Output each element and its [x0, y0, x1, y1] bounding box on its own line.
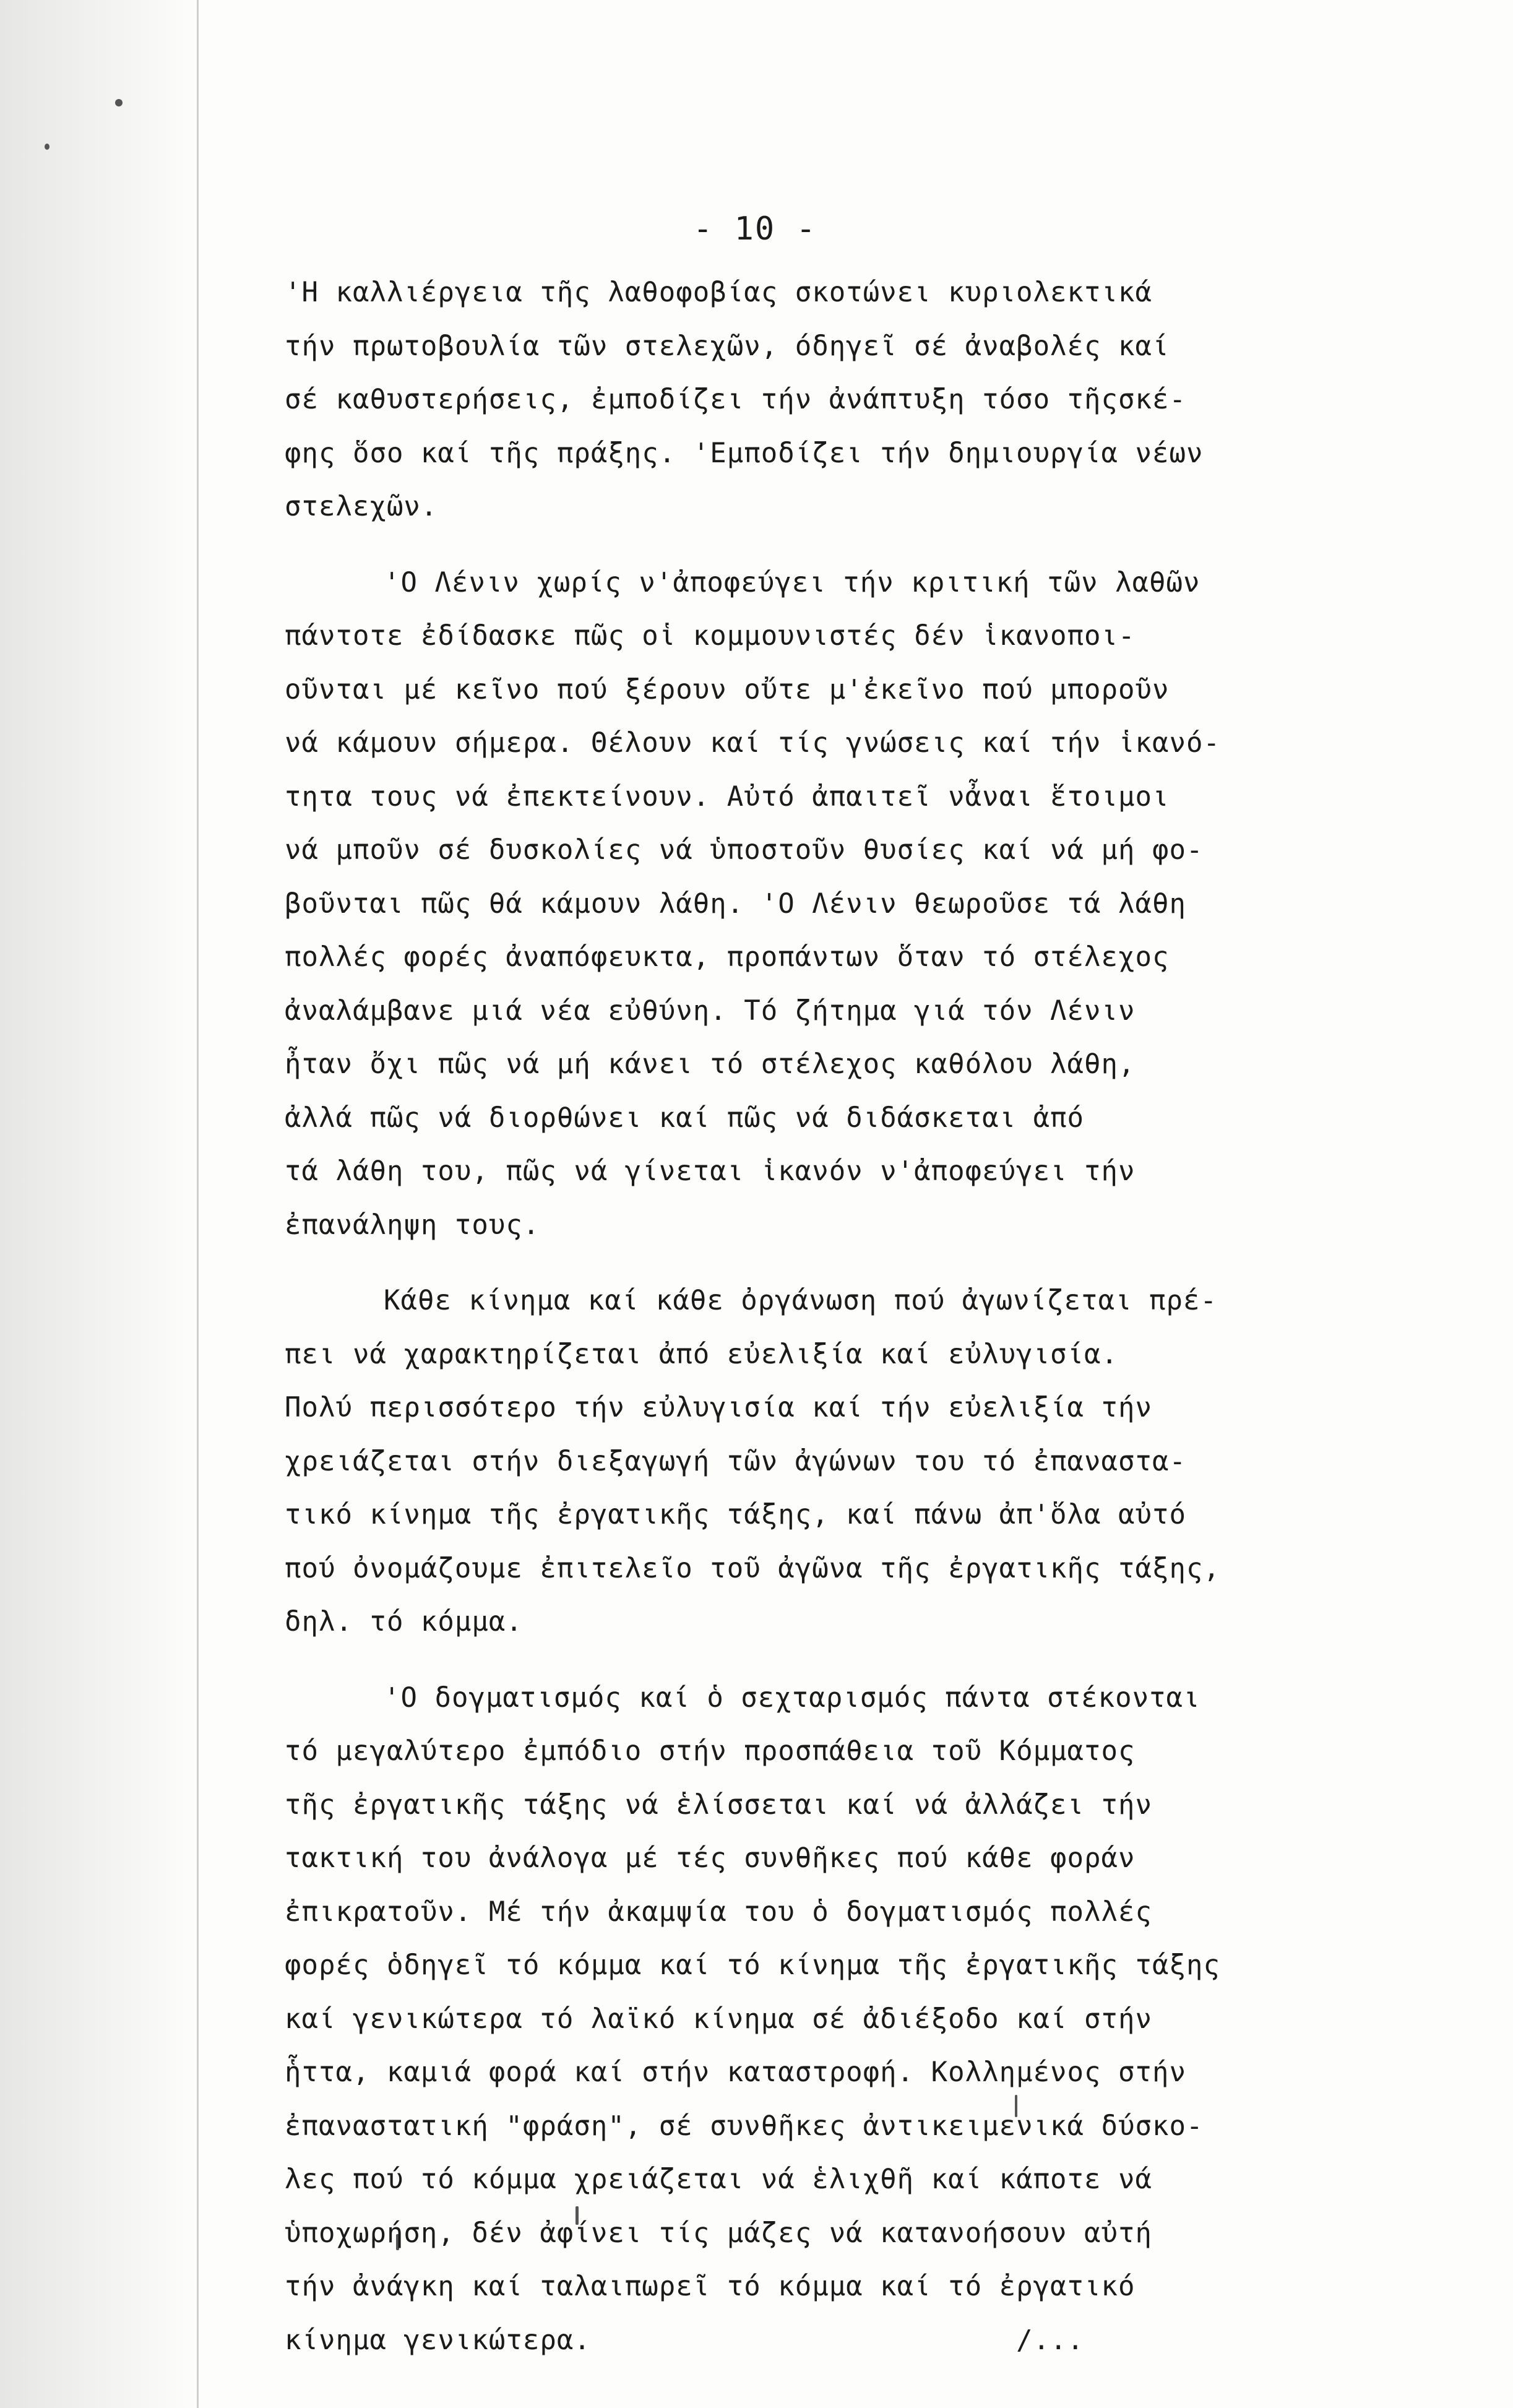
- body-text: [285, 266, 1349, 2367]
- text-line: καί γενικώτερα τό λαϊκό κίνημα σέ ἀδιέξοδο καί στήν: [285, 2003, 1153, 2035]
- text-line: ἧττα, καμιά φορά καί στήν καταστροφή. Κολλημένος στήν: [285, 2056, 1186, 2088]
- text-line: ἀλλά πῶς νά διορθώνει καί πῶς νά διδάσκεται ἀπό: [285, 1102, 1085, 1134]
- text-line: 'Ο Λένιν χωρίς ν'ἀποφεύγει τήν κριτική τῶν λαθῶν: [384, 566, 1200, 598]
- text-line: σέ καθυστερήσεις, ἐμποδίζει τήν ἀνάπτυξη τόσο τῆςσκέ-: [285, 384, 1186, 415]
- text-line: τήν ἀνάγκη καί ταλαιπωρεῖ τό κόμμα καί τό ἐργατικό: [285, 2271, 1136, 2302]
- text-line: τικό κίνημα τῆς ἐργατικῆς τάξης, καί πάνω ἀπ'ὅλα αὐτό: [285, 1499, 1186, 1530]
- text-line: 'Ο δογματισμός καί ὁ σεχταρισμός πάντα στέκονται: [384, 1681, 1200, 1714]
- text-line: τό μεγαλύτερο ἐμπόδιο στήν προσπάθεια τοῦ Κόμματος: [285, 1735, 1136, 1767]
- text-line: ἐπανάληψη τους.: [285, 1209, 540, 1241]
- text-line: πει νά χαρακτηρίζεται ἀπό εὐελιξία καί εὐλυγισία.: [285, 1338, 1119, 1370]
- text-line: πού ὀνομάζουμε ἐπιτελεῖο τοῦ ἀγῶνα τῆς ἐργατικῆς τάξης,: [285, 1552, 1220, 1584]
- text-line: Πολύ περισσότερο τήν εὐλυγισία καί τήν εὐελιξία τήν: [285, 1392, 1153, 1423]
- text-line: οῦνται μέ κεῖνο πού ξέρουν οὔτε μ'ἐκεῖνο πού μποροῦν: [285, 673, 1170, 706]
- text-line: πολλές φορές ἀναπόφευκτα, προπάντων ὅταν τό στέλεχος: [285, 941, 1170, 973]
- text-line: βοῦνται πῶς θά κάμουν λάθη. 'Ο Λένιν θεωροῦσε τά λάθη: [285, 887, 1186, 920]
- text-line: χρειάζεται στήν διεξαγωγή τῶν ἀγώνων του τό ἐπαναστα-: [285, 1445, 1186, 1477]
- text-line: ἦταν ὄχι πῶς νά μή κάνει τό στέλεχος καθόλου λάθη,: [285, 1048, 1136, 1080]
- text-line: φης ὅσο καί τῆς πράξης. 'Εμποδίζει τήν δημιουργία νέων: [285, 437, 1204, 469]
- text-line: ὑποχωρήση, δέν ἀφίνει τίς μάζες νά κατανοήσουν αὐτή: [285, 2217, 1153, 2249]
- text-line: φορές ὁδηγεῖ τό κόμμα καί τό κίνημα τῆς ἐργατικῆς τάξης: [285, 1949, 1220, 1981]
- text-line: στελεχῶν.: [285, 491, 438, 522]
- text-line: νά κάμουν σήμερα. Θέλουν καί τίς γνώσεις καί τήν ἱκανό-: [285, 727, 1220, 759]
- scan-speck: [45, 144, 50, 150]
- text-line: κίνημα γενικώτερα. /...: [285, 2324, 1085, 2356]
- scan-margin-shade: [0, 0, 198, 2408]
- paragraph-2: [285, 556, 1349, 1253]
- text-line: τακτική του ἀνάλογα μέ τές συνθῆκες πού κάθε φοράν: [285, 1842, 1136, 1874]
- text-line: τήν πρωτοβουλία τῶν στελεχῶν, όδηγεῖ σέ ἀναβολές καί: [285, 330, 1170, 362]
- text-line: λες πού τό κόμμα χρειάζεται νά ἑλιχθῆ καί κάποτε νά: [285, 2164, 1153, 2195]
- text-line: νά μποῦν σέ δυσκολίες νά ὑποστοῦν θυσίες καί νά μή φο-: [285, 834, 1204, 866]
- paragraph-3: [285, 1274, 1349, 1649]
- text-line: ἐπαναστατική "φράση", σέ συνθῆκες ἀντικειμενικά δύσκο-: [285, 2110, 1204, 2142]
- text-line: 'Η καλλιέργεια τῆς λαθοφοβίας σκοτώνει κυριολεκτικά: [285, 277, 1153, 308]
- scan-margin-rule: [197, 0, 199, 2408]
- text-line: τητα τους νά ἐπεκτείνουν. Αὐτό ἀπαιτεῖ νἆναι ἕτοιμοι: [285, 780, 1170, 813]
- text-line: τά λάθη του, πῶς νά γίνεται ἱκανόν ν'ἀποφεύγει τήν: [285, 1155, 1136, 1187]
- text-line: δηλ. τό κόμμα.: [285, 1606, 523, 1638]
- text-line: πάντοτε ἐδίδασκε πῶς οἱ κομμουνιστές δέν ἱκανοποι-: [285, 620, 1136, 652]
- paragraph-4: [285, 1672, 1349, 2368]
- text-line: Κάθε κίνημα καί κάθε ὀργάνωση πού ἀγωνίζεται πρέ-: [384, 1285, 1218, 1316]
- scan-speck: [115, 99, 123, 106]
- text-line: τῆς ἐργατικῆς τάξης νά ἑλίσσεται καί νά ἀλλάζει τήν: [285, 1789, 1153, 1821]
- page-number: - 10 -: [693, 210, 817, 248]
- paragraph-1: [285, 266, 1349, 534]
- text-line: ἀναλάμβανε μιά νέα εὐθύνη. Τό ζήτημα γιά τόν Λένιν: [285, 995, 1136, 1027]
- text-line: ἐπικρατοῦν. Μέ τήν ἀκαμψία του ὁ δογματισμός πολλές: [285, 1896, 1153, 1928]
